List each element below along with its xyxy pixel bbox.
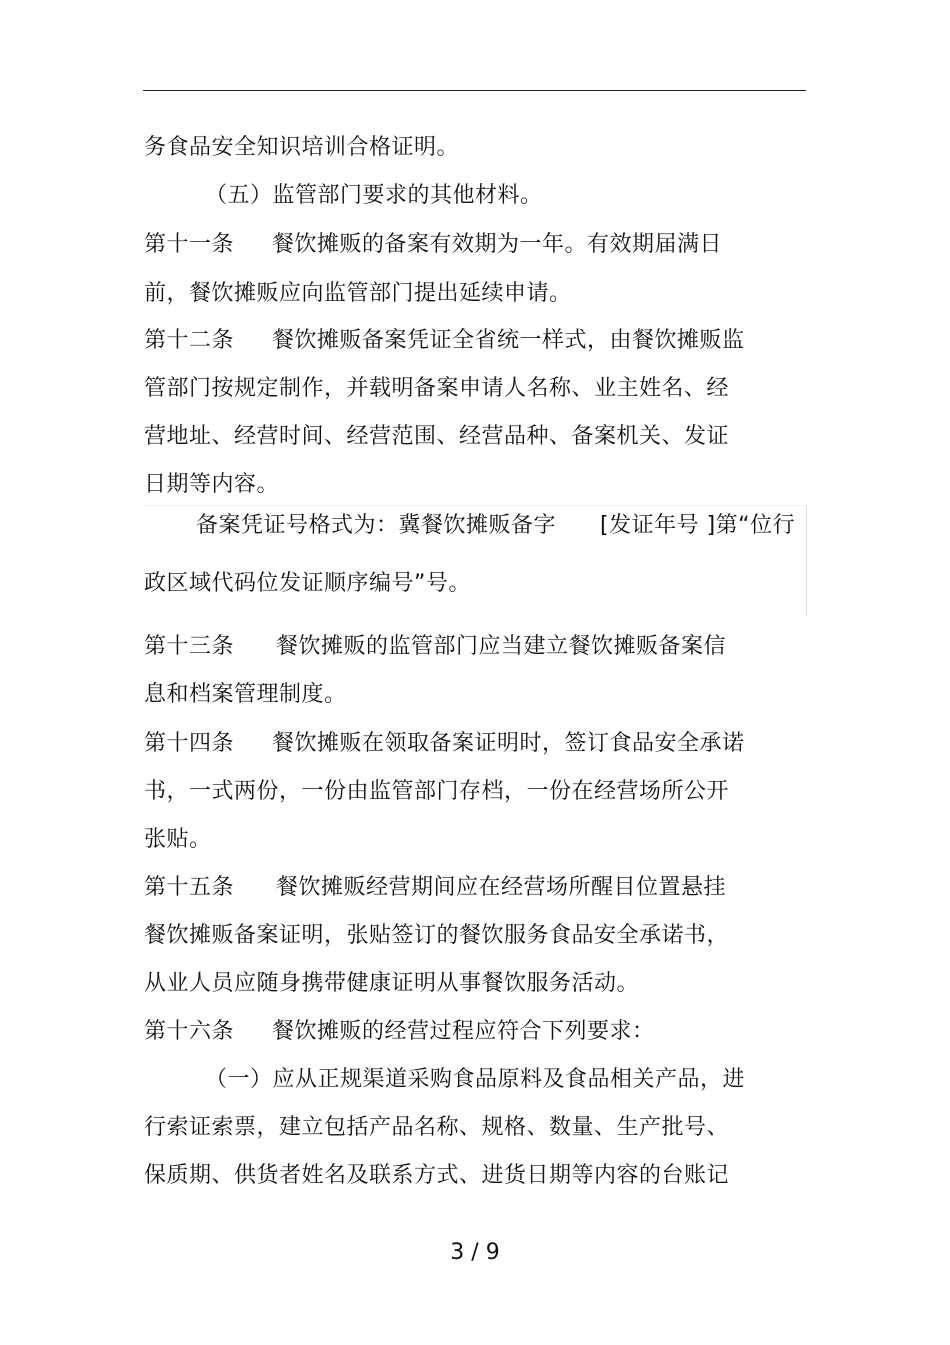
page-number: 3 / 9 xyxy=(450,1240,500,1265)
item-1-line-2: 行索证索票，建立包括产品名称、规格、数量、生产批号、 xyxy=(144,1115,730,1140)
article-number: 第十四条 xyxy=(144,731,235,756)
article-16-line-1 xyxy=(144,1019,655,1045)
article-text: 餐饮摊贩在领取备案证明时，签订食品安全承诺 xyxy=(272,731,745,756)
article-number: 第十二条 xyxy=(144,328,235,353)
article-15-line-1 xyxy=(144,875,726,901)
certificate-format-text: [发证年号 ]第“位行 xyxy=(600,513,796,538)
article-14-line-2: 书，一式两份，一份由监管部门存档，一份在经营场所公开 xyxy=(144,779,730,804)
article-14-line-3: 张贴。 xyxy=(144,827,212,852)
article-text: 餐饮摊贩经营期间应在经营场所醒目位置悬挂 xyxy=(276,875,727,900)
text-line: （五）监管部门要求的其他材料。 xyxy=(205,183,543,208)
article-text: 餐饮摊贩备案凭证全省统一样式，由餐饮摊贩监 xyxy=(272,328,745,353)
certificate-format-line-1 xyxy=(196,513,795,539)
article-11-line-2: 前，餐饮摊贩应向监管部门提出延续申请。 xyxy=(144,281,572,306)
article-text: 餐饮摊贩的经营过程应符合下列要求： xyxy=(272,1019,655,1044)
item-1-line-3: 保质期、供货者姓名及联系方式、进货日期等内容的台账记 xyxy=(144,1163,730,1188)
article-number: 第十五条 xyxy=(144,875,235,900)
header-rule xyxy=(143,90,806,91)
certificate-format-text: 备案凭证号格式为：冀餐饮摊贩备字 xyxy=(196,513,557,538)
article-12-line-3: 营地址、经营时间、经营范围、经营品种、备案机关、发证 xyxy=(144,424,730,449)
article-12-line-4: 日期等内容。 xyxy=(144,472,280,497)
article-15-line-2: 餐饮摊贩备案证明，张贴签订的餐饮服务食品安全承诺书， xyxy=(144,923,730,948)
article-14-line-1 xyxy=(144,731,745,757)
article-13-line-1 xyxy=(144,634,726,660)
text-line: 务食品安全知识培训合格证明。 xyxy=(144,135,460,160)
article-text: 餐饮摊贩的备案有效期为一年。有效期届满日 xyxy=(272,232,723,257)
article-number: 第十六条 xyxy=(144,1019,235,1044)
certificate-format-line-2: 政区域代码位发证顺序编号”号。 xyxy=(144,571,471,596)
article-15-line-3: 从业人员应随身携带健康证明从事餐饮服务活动。 xyxy=(144,971,640,996)
item-1-line-1: （一）应从正规渠道采购食品原料及食品相关产品，进 xyxy=(205,1067,746,1092)
article-11-line-1 xyxy=(144,232,722,258)
article-text: 餐饮摊贩的监管部门应当建立餐饮摊贩备案信 xyxy=(276,634,727,659)
article-number: 第十一条 xyxy=(144,232,235,257)
article-12-line-1 xyxy=(144,328,745,354)
article-13-line-2: 息和档案管理制度。 xyxy=(144,682,347,707)
article-number: 第十三条 xyxy=(144,634,235,659)
article-12-line-2: 管部门按规定制作，并载明备案申请人名称、业主姓名、经 xyxy=(144,376,730,401)
